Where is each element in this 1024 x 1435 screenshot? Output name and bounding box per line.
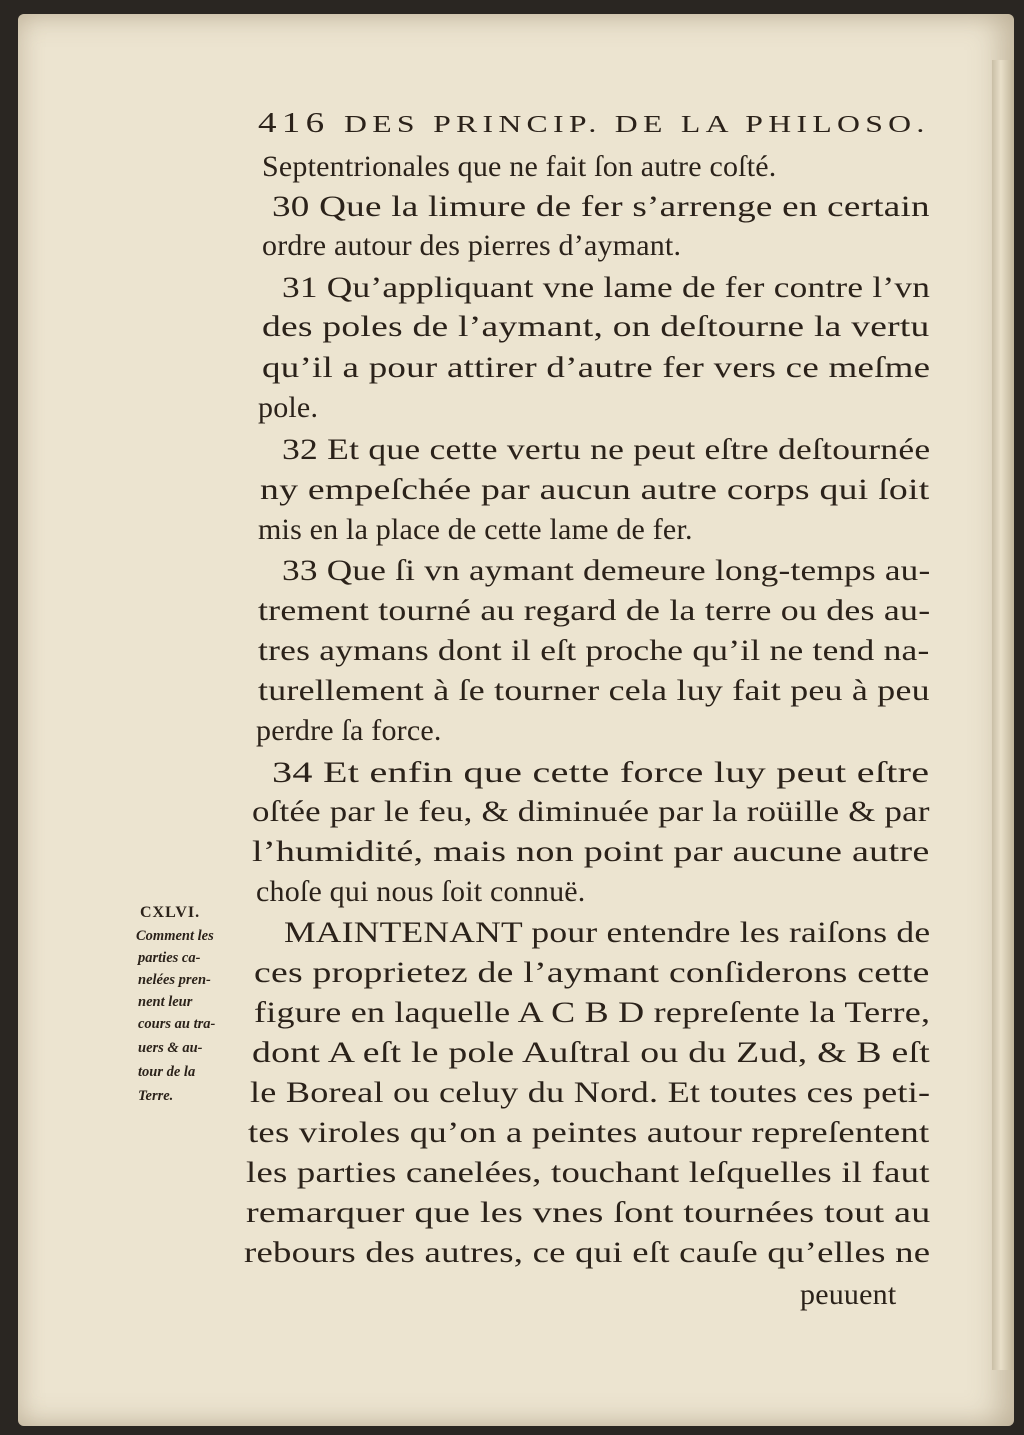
text-line: 31 Qu’appliquant vne lame de fer contre l’vn bbox=[282, 271, 931, 304]
text-line: le Boreal ou celuy du Nord. Et toutes ces peti- bbox=[250, 1076, 931, 1109]
text-line: perdre ſa force. bbox=[256, 714, 442, 747]
margin-note-heading: CXLVI. bbox=[140, 904, 201, 921]
text-line: dont A eſt le pole Auſtral ou du Zud, & B eſt bbox=[252, 1036, 930, 1069]
text-line: tes viroles qu’on a peintes autour repreſentent bbox=[248, 1116, 930, 1149]
page-edge bbox=[992, 60, 1014, 1370]
running-title: DES PRINCIP. DE LA PHILOSO. bbox=[343, 112, 930, 138]
margin-note-line: nelées pren- bbox=[138, 972, 211, 988]
text-line: ny empeſchée par aucun autre corps qui ſoit bbox=[260, 473, 930, 506]
text-line: turellement à ſe tourner cela luy fait peu à peu bbox=[258, 674, 930, 707]
text-line: oſtée par le feu, & diminuée par la roüille & par bbox=[252, 795, 930, 828]
text-line: choſe qui nous ſoit connuë. bbox=[256, 875, 586, 908]
text-line: des poles de l’aymant, on deſtourne la vertu bbox=[262, 310, 930, 343]
margin-note-line: tour de la bbox=[138, 1064, 196, 1080]
text-line: 32 Et que cette vertu ne peut eſtre deſtournée bbox=[282, 433, 931, 466]
text-line: ces proprietez de l’aymant conſiderons cette bbox=[254, 956, 930, 989]
text-line: 33 Que ſi vn aymant demeure long-temps au- bbox=[282, 554, 931, 587]
text-line: rebours des autres, ce qui eſt cauſe qu’elles ne bbox=[244, 1236, 931, 1269]
catchword: peuuent bbox=[800, 1278, 897, 1311]
text-line: l’humidité, mais non point par aucune autre bbox=[252, 835, 930, 868]
text-line: Septentrionales que ne fait ſon autre coſté. bbox=[262, 150, 777, 183]
margin-note-line: parties ca- bbox=[138, 950, 201, 966]
text-line: pole. bbox=[258, 391, 319, 424]
text-line: remarquer que les vnes ſont tournées tout au bbox=[246, 1196, 931, 1229]
text-line: 34 Et enfin que cette force luy peut eſtre bbox=[272, 756, 930, 789]
text-line: mis en la place de cette lame de fer. bbox=[258, 513, 693, 546]
text-line: 30 Que la limure de fer s’arrenge en certain bbox=[272, 190, 930, 223]
text-line: figure en laquelle A C B D repreſente la Terre, bbox=[254, 996, 931, 1029]
margin-note-line: nent leur bbox=[138, 994, 193, 1010]
text-line: tres aymans dont il eſt proche qu’il ne tend na- bbox=[258, 634, 930, 667]
margin-note-line: cours au tra- bbox=[138, 1016, 216, 1032]
margin-note-line: uers & au- bbox=[138, 1040, 203, 1056]
text-line: qu’il a pour attirer d’autre fer vers ce meſme bbox=[262, 351, 931, 384]
text-line: MAINTENANT pour entendre les raiſons de bbox=[284, 916, 931, 949]
page-number: 416 bbox=[258, 108, 330, 139]
text-line: ordre autour des pierres d’aymant. bbox=[262, 229, 682, 262]
text-line: trement tourné au regard de la terre ou des au- bbox=[258, 594, 931, 627]
margin-note-line: Comment les bbox=[136, 928, 214, 944]
margin-note-line: Terre. bbox=[138, 1088, 174, 1104]
running-header bbox=[258, 108, 930, 140]
text-line: les parties canelées, touchant leſquelles il faut bbox=[246, 1156, 930, 1189]
